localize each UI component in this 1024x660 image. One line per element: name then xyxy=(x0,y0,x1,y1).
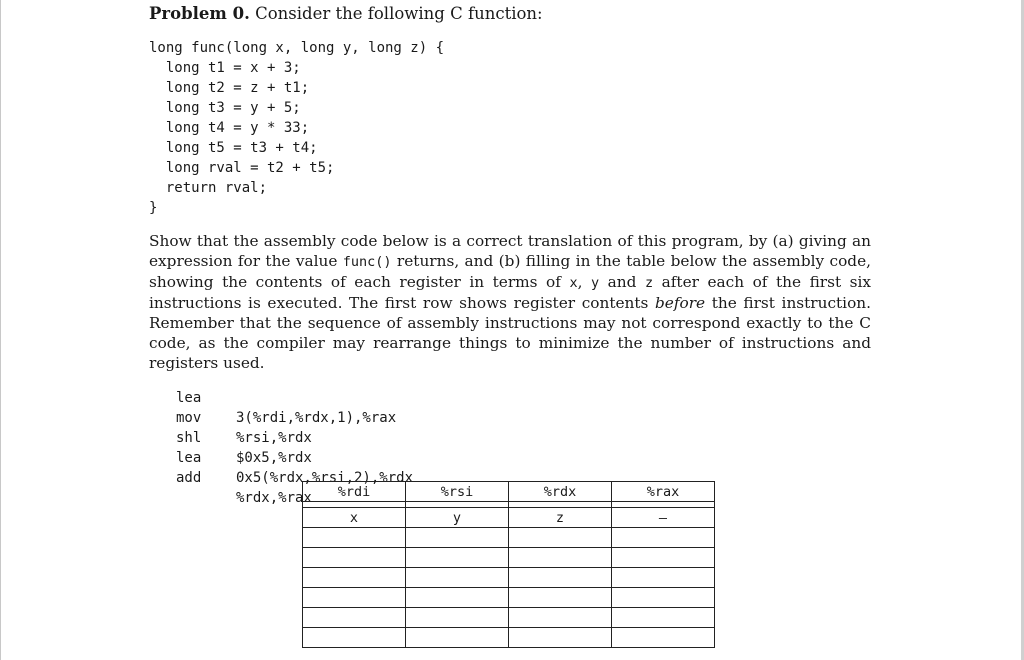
empty-cell[interactable] xyxy=(406,588,509,608)
empty-cell[interactable] xyxy=(406,628,509,648)
empty-cell[interactable] xyxy=(612,568,715,588)
header-rsi: %rsi xyxy=(406,482,509,502)
c-code-line-0: long func(long x, long y, long z) { xyxy=(149,40,445,56)
c-code-line-7: return rval; xyxy=(149,180,268,196)
empty-cell[interactable] xyxy=(509,568,612,588)
var-y: y xyxy=(590,275,600,291)
asm-opcode: lea xyxy=(176,390,202,406)
asm-opcode: mov xyxy=(176,410,202,426)
func-call-code: func() xyxy=(342,254,392,270)
empty-cell[interactable] xyxy=(612,528,715,548)
c-code-line-1: long t1 = x + 3; xyxy=(149,60,301,76)
var-x: x xyxy=(569,275,578,291)
page-left-edge xyxy=(0,0,1,660)
para-part-5: after each of the first six instructions is executed. The first row shows register contents xyxy=(149,273,871,312)
empty-cell[interactable] xyxy=(303,548,406,568)
empty-cell[interactable] xyxy=(612,608,715,628)
asm-operands: %rsi,%rdx xyxy=(236,430,312,446)
c-code-line-4: long t4 = y * 33; xyxy=(149,120,310,136)
header-rdx: %rdx xyxy=(509,482,612,502)
empty-cell[interactable] xyxy=(509,608,612,628)
asm-opcode: add xyxy=(176,470,202,486)
c-code-line-5: long t5 = t3 + t4; xyxy=(149,140,318,156)
header-rax: %rax xyxy=(612,482,715,502)
table-row-empty xyxy=(303,548,715,568)
empty-cell[interactable] xyxy=(612,588,715,608)
table-row-empty xyxy=(303,528,715,548)
empty-cell[interactable] xyxy=(303,628,406,648)
empty-cell[interactable] xyxy=(509,588,612,608)
table-row-initial xyxy=(303,508,715,528)
table-row-empty xyxy=(303,588,715,608)
para-part-1: Show that the assembly code below is a correct translation of this program, by (a) giving an expression for the value xyxy=(149,232,871,270)
problem-intro: Consider the following C function: xyxy=(255,4,543,23)
empty-cell[interactable] xyxy=(303,528,406,548)
empty-cell[interactable] xyxy=(406,608,509,628)
para-part-6: the first instruction. Remember that the sequence of assembly instructions may not correspond exactly to the C code, as the compiler may rearrange things to minimize the number of instructions and registers used. xyxy=(149,294,871,372)
para-part-3: , xyxy=(577,273,591,291)
table-row-empty xyxy=(303,568,715,588)
empty-cell[interactable] xyxy=(406,568,509,588)
empty-cell[interactable] xyxy=(303,568,406,588)
register-table xyxy=(302,481,715,648)
instructions-paragraph xyxy=(149,231,871,373)
c-code-line-3: long t3 = y + 5; xyxy=(149,100,301,116)
asm-operands: 3(%rdi,%rdx,1),%rax xyxy=(236,410,397,426)
para-part-4: and xyxy=(599,273,645,291)
empty-cell[interactable] xyxy=(303,588,406,608)
para-part-2: returns, and (b) filling in the table below the assembly code, showing the contents of each register in terms of xyxy=(149,252,871,291)
cell-rdx-initial: z xyxy=(509,508,612,528)
cell-rsi-initial: y xyxy=(406,508,509,528)
table-row-empty xyxy=(303,628,715,648)
problem-heading xyxy=(149,4,543,23)
asm-opcode: lea xyxy=(176,450,202,466)
empty-cell[interactable] xyxy=(509,528,612,548)
before-emphasis: before xyxy=(655,294,706,312)
c-code-line-8: } xyxy=(149,200,158,216)
table-row-empty xyxy=(303,608,715,628)
asm-operands: 0x5(%rdx,%rsi,2),%rdx xyxy=(236,470,414,486)
empty-cell[interactable] xyxy=(509,548,612,568)
empty-cell[interactable] xyxy=(406,548,509,568)
table-header-row xyxy=(303,482,715,502)
c-code-line-2: long t2 = z + t1; xyxy=(149,80,310,96)
c-code-line-6: long rval = t2 + t5; xyxy=(149,160,335,176)
cell-rax-initial: – xyxy=(612,508,715,528)
var-z: z xyxy=(644,275,654,291)
asm-operands: $0x5,%rdx xyxy=(236,450,312,466)
asm-opcode: shl xyxy=(176,430,202,446)
asm-operands: %rdx,%rax xyxy=(236,490,312,506)
header-rdi: %rdi xyxy=(303,482,406,502)
empty-cell[interactable] xyxy=(303,608,406,628)
cell-rdi-initial: x xyxy=(303,508,406,528)
empty-cell[interactable] xyxy=(406,528,509,548)
empty-cell[interactable] xyxy=(509,628,612,648)
empty-cell[interactable] xyxy=(612,548,715,568)
problem-label: Problem 0. xyxy=(149,4,250,23)
empty-cell[interactable] xyxy=(612,628,715,648)
